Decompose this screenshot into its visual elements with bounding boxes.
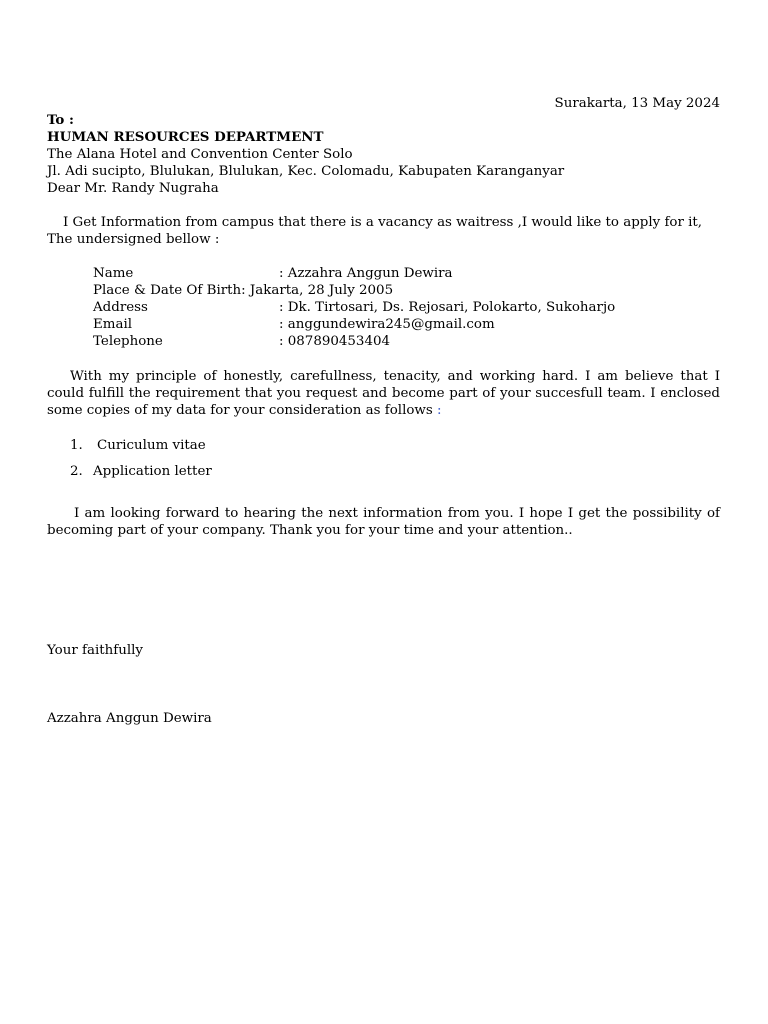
detail-value-telephone: : 087890453404 (279, 334, 391, 349)
recipient-address: Jl. Adi sucipto, Blulukan, Blulukan, Kec. Colomadu, Kabupaten Karanganyar (47, 164, 565, 179)
detail-value-address: : Dk. Tirtosari, Ds. Rejosari, Polokarto, Sukoharjo (279, 300, 616, 315)
recipient-department: HUMAN RESOURCES DEPARTMENT (47, 129, 324, 145)
paragraph-closing: I am looking forward to hearing the next information from you. I hope I get the possibility of becoming part of your company. Thank you for your time and your attention.. (47, 506, 720, 538)
intro-line-1: I Get Information from campus that there is a vacancy as waitress ,I would like to apply for it, (63, 215, 703, 230)
enclosure-number: 2. (70, 464, 83, 479)
detail-label-name: Name (93, 266, 134, 281)
enclosure-number: 1. (70, 438, 83, 453)
detail-label-birth: Place & Date Of Birth: Jakarta, 28 July 2005 (93, 283, 394, 298)
enclosure-item: Curiculum vitae (97, 438, 206, 453)
recipient-organization: The Alana Hotel and Convention Center Solo (47, 147, 353, 162)
signature-name: Azzahra Anggun Dewira (47, 711, 212, 726)
paragraph-principle-text: With my principle of honestly, carefullness, tenacity, and working hard. I am believe that I could fulfill the requirement that you request and become part of your succesfull team. I enclosed some copies of my data for your consideration as follows (47, 369, 720, 418)
enclosure-item: Application letter (93, 464, 212, 479)
intro-line-2: The undersigned bellow : (47, 232, 220, 247)
detail-label-telephone: Telephone (93, 334, 163, 349)
letter-date: Surakarta, 13 May 2024 (554, 96, 720, 111)
paragraph-principle-colon: : (437, 402, 442, 418)
salutation: Dear Mr. Randy Nugraha (47, 181, 219, 196)
to-label: To : (47, 112, 74, 128)
paragraph-principle (47, 369, 720, 419)
closing-phrase: Your faithfully (47, 643, 143, 658)
detail-value-email: : anggundewira245@gmail.com (279, 317, 495, 332)
detail-value-name: : Azzahra Anggun Dewira (279, 266, 453, 281)
detail-label-address: Address (93, 300, 148, 315)
detail-label-email: Email (93, 317, 133, 332)
